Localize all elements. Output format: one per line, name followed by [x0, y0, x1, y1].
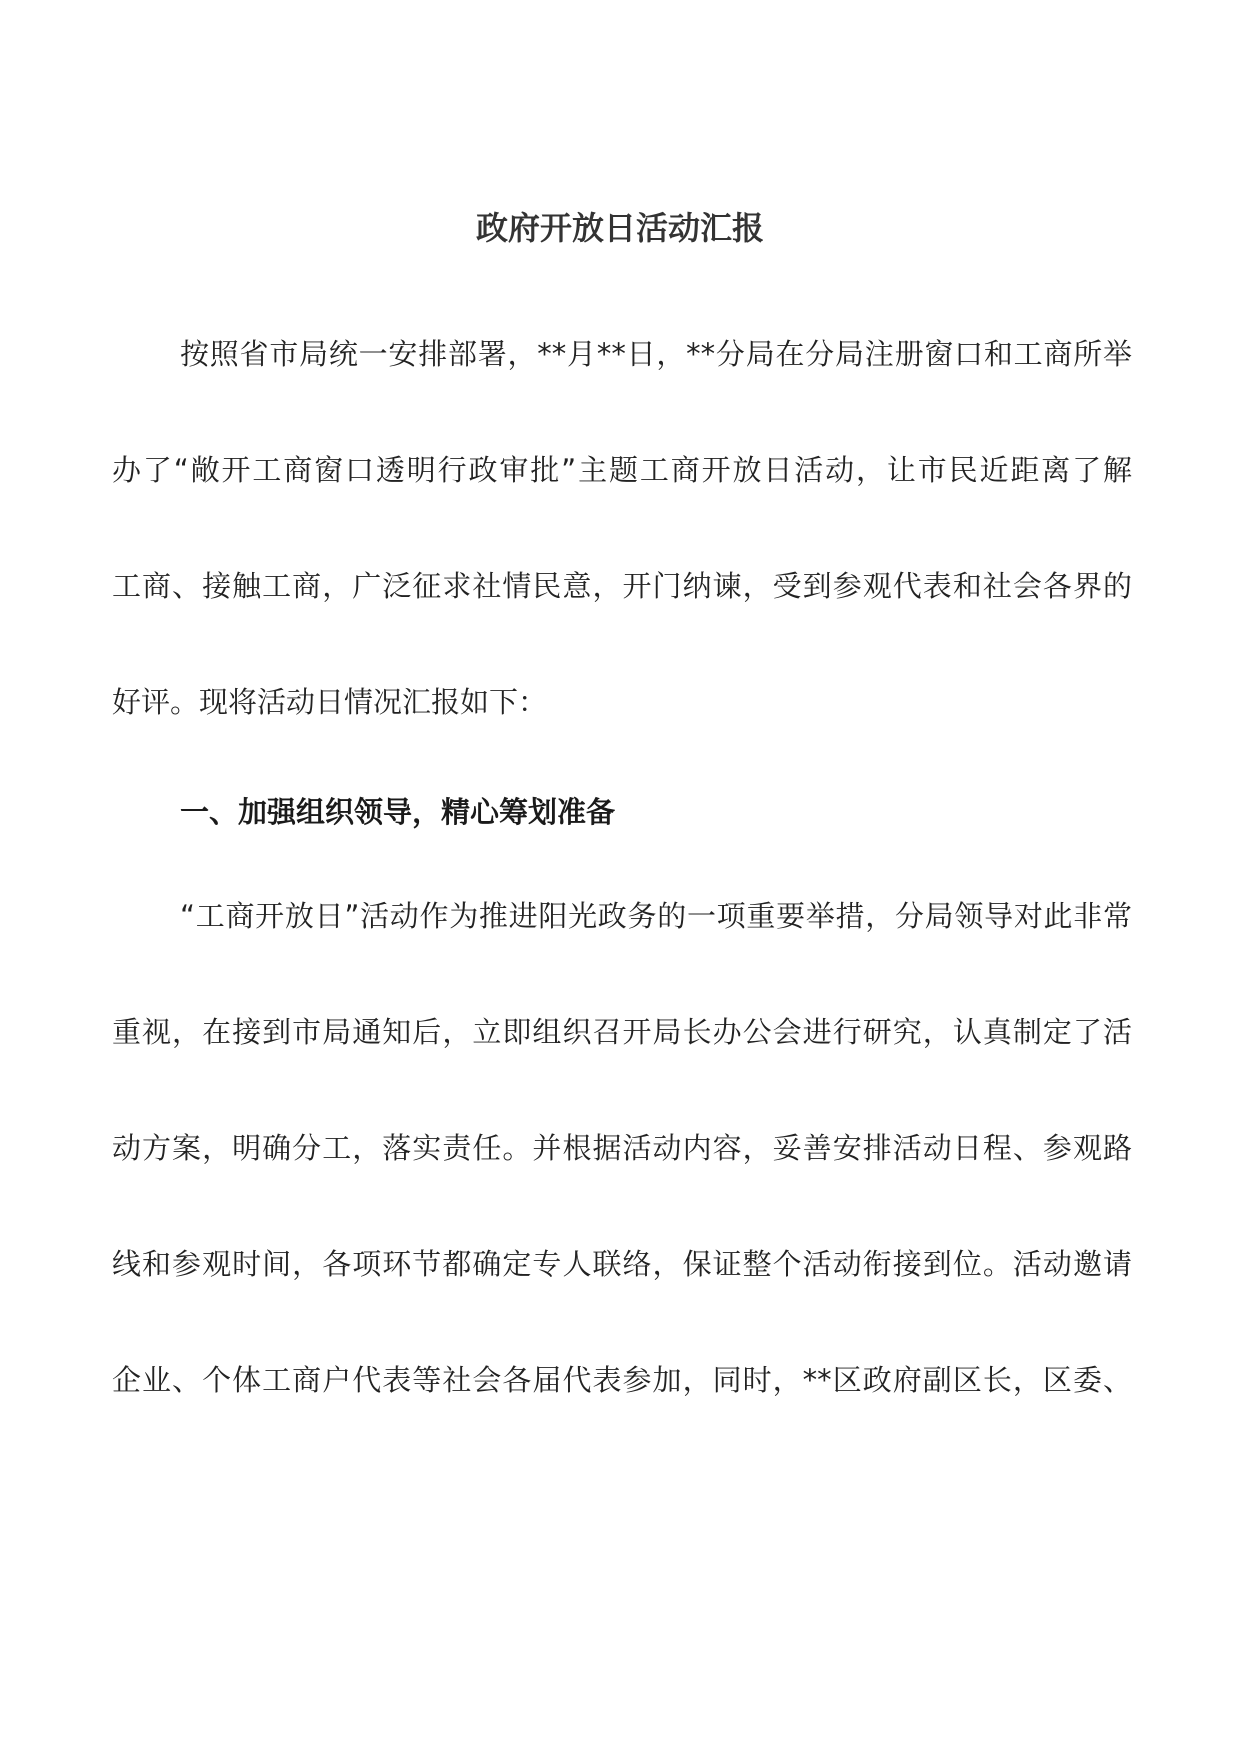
- paragraph-2-line-1: “工商开放日”活动作为推进阳光政务的一项重要举措，分局领导对此非常: [180, 899, 1132, 933]
- paragraph-2-line-5: 企业、个体工商户代表等社会各届代表参加，同时，**区政府副区长，区委、: [112, 1363, 1132, 1397]
- paragraph-2-line-2: 重视，在接到市局通知后，立即组织召开局长办公会进行研究，认真制定了活: [112, 1015, 1132, 1049]
- document-title: 政府开放日活动汇报: [475, 209, 764, 247]
- section-heading-1: 一、加强组织领导，精心筹划准备: [180, 795, 616, 829]
- paragraph-1-line-3: 工商、接触工商，广泛征求社情民意，开门纳谏，受到参观代表和社会各界的: [112, 569, 1132, 603]
- paragraph-1-line-1: 按照省市局统一安排部署，**月**日，**分局在分局注册窗口和工商所举: [180, 337, 1132, 371]
- paragraph-2-line-3: 动方案，明确分工，落实责任。并根据活动内容，妥善安排活动日程、参观路: [112, 1131, 1132, 1165]
- paragraph-1-line-4: 好评。现将活动日情况汇报如下：: [112, 685, 548, 719]
- paragraph-2-line-4: 线和参观时间，各项环节都确定专人联络，保证整个活动衔接到位。活动邀请: [112, 1247, 1132, 1281]
- paragraph-1-line-2: 办了“敞开工商窗口透明行政审批”主题工商开放日活动，让市民近距离了解: [112, 453, 1132, 487]
